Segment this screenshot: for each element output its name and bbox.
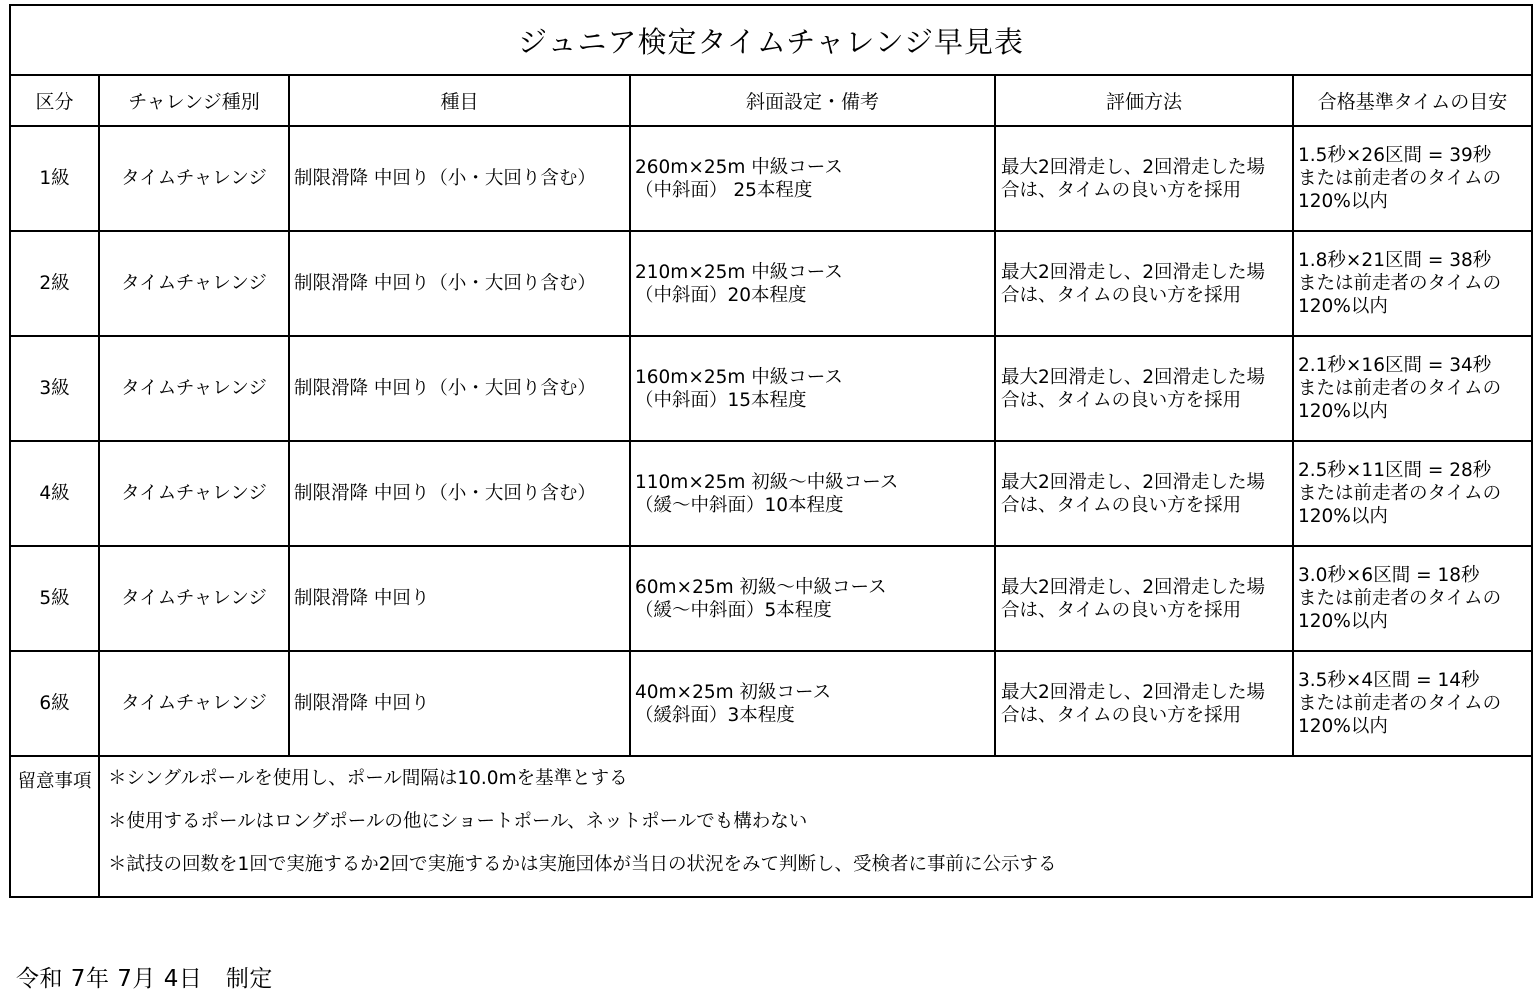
slope-line: 60m×25m 初級～中級コース	[635, 576, 887, 598]
pass-time-line: 120%以内	[1298, 716, 1388, 737]
slope-line: 160m×25m 中級コース	[635, 366, 843, 388]
table-row	[10, 651, 1532, 756]
pass-time-line: または前走者のタイムの	[1298, 483, 1502, 504]
evaluation-cell	[995, 231, 1293, 336]
event-cell: 制限滑降 中回り（小・大回り含む）	[289, 126, 630, 231]
header-slope: 斜面設定・備考	[630, 75, 995, 126]
challenge-type-cell: タイムチャレンジ	[99, 651, 289, 756]
challenge-type-cell: タイムチャレンジ	[99, 231, 289, 336]
pass-time-line: 1.8秒×21区間 = 38秒	[1298, 250, 1492, 271]
header-event: 種目	[289, 75, 630, 126]
slope-cell	[630, 441, 995, 546]
slope-line: 210m×25m 中級コース	[635, 261, 843, 283]
grade-cell: 4級	[10, 441, 99, 546]
grade-cell: 6級	[10, 651, 99, 756]
table-body	[10, 126, 1532, 756]
pass-time-line: 1.5秒×26区間 = 39秒	[1298, 145, 1492, 166]
slope-cell	[630, 231, 995, 336]
table-row	[10, 126, 1532, 231]
evaluation-line: 最大2回滑走し、2回滑走した場	[1001, 156, 1266, 178]
evaluation-line: 最大2回滑走し、2回滑走した場	[1001, 471, 1266, 493]
note-item: ＊シングルポールを使用し、ポール間隔は10.0mを基準とする	[108, 768, 628, 789]
slope-line: （中斜面）15本程度	[635, 389, 807, 411]
event-cell: 制限滑降 中回り（小・大回り含む）	[289, 231, 630, 336]
table-row	[10, 231, 1532, 336]
event-cell: 制限滑降 中回り（小・大回り含む）	[289, 336, 630, 441]
notes-label: 留意事項	[10, 756, 99, 897]
slope-line: （中斜面）20本程度	[635, 284, 807, 306]
pass-time-cell	[1293, 441, 1532, 546]
time-challenge-table	[9, 4, 1533, 898]
note-item: ＊試技の回数を1回で実施するか2回で実施するかは実施団体が当日の状況をみて判断し、受検者に事前に公示する	[108, 854, 1057, 875]
table-row	[10, 441, 1532, 546]
enactment-date: 令和 7年 7月 4日 制定	[16, 966, 273, 992]
note-item: ＊使用するポールはロングポールの他にショートポール、ネットポールでも構わない	[108, 811, 808, 832]
evaluation-line: 最大2回滑走し、2回滑走した場	[1001, 261, 1266, 283]
event-cell: 制限滑降 中回り（小・大回り含む）	[289, 441, 630, 546]
pass-time-line: 120%以内	[1298, 506, 1388, 527]
slope-line: 40m×25m 初級コース	[635, 681, 832, 703]
pass-time-line: または前走者のタイムの	[1298, 693, 1502, 714]
evaluation-cell	[995, 441, 1293, 546]
table-row	[10, 546, 1532, 651]
pass-time-cell	[1293, 651, 1532, 756]
challenge-type-cell: タイムチャレンジ	[99, 336, 289, 441]
header-challenge-type: チャレンジ種別	[99, 75, 289, 126]
slope-line: （中斜面） 25本程度	[635, 179, 813, 201]
table-row	[10, 336, 1532, 441]
evaluation-cell	[995, 336, 1293, 441]
pass-time-line: または前走者のタイムの	[1298, 273, 1502, 294]
evaluation-cell	[995, 546, 1293, 651]
evaluation-line: 最大2回滑走し、2回滑走した場	[1001, 681, 1266, 703]
evaluation-cell	[995, 651, 1293, 756]
pass-time-line: 2.5秒×11区間 = 28秒	[1298, 460, 1492, 481]
header-grade: 区分	[10, 75, 99, 126]
pass-time-line: 120%以内	[1298, 611, 1388, 632]
grade-cell: 3級	[10, 336, 99, 441]
pass-time-line: 2.1秒×16区間 = 34秒	[1298, 355, 1492, 376]
event-cell: 制限滑降 中回り	[289, 651, 630, 756]
slope-line: 110m×25m 初級～中級コース	[635, 471, 899, 493]
evaluation-line: 合は、タイムの良い方を採用	[1001, 284, 1242, 306]
pass-time-cell	[1293, 126, 1532, 231]
evaluation-line: 合は、タイムの良い方を採用	[1001, 179, 1242, 201]
evaluation-line: 合は、タイムの良い方を採用	[1001, 704, 1242, 726]
pass-time-line: または前走者のタイムの	[1298, 378, 1502, 399]
slope-cell	[630, 651, 995, 756]
pass-time-cell	[1293, 336, 1532, 441]
header-row	[10, 75, 1532, 126]
pass-time-line: または前走者のタイムの	[1298, 588, 1502, 609]
slope-cell	[630, 546, 995, 651]
pass-time-line: または前走者のタイムの	[1298, 168, 1502, 189]
grade-cell: 5級	[10, 546, 99, 651]
pass-time-line: 120%以内	[1298, 401, 1388, 422]
notes-row	[10, 756, 1532, 897]
evaluation-cell	[995, 126, 1293, 231]
grade-cell: 2級	[10, 231, 99, 336]
pass-time-line: 120%以内	[1298, 191, 1388, 212]
slope-line: （緩斜面）3本程度	[635, 704, 795, 726]
header-pass-time: 合格基準タイムの目安	[1293, 75, 1532, 126]
pass-time-line: 120%以内	[1298, 296, 1388, 317]
challenge-type-cell: タイムチャレンジ	[99, 441, 289, 546]
pass-time-cell	[1293, 546, 1532, 651]
grade-cell: 1級	[10, 126, 99, 231]
pass-time-cell	[1293, 231, 1532, 336]
header-evaluation: 評価方法	[995, 75, 1293, 126]
evaluation-line: 最大2回滑走し、2回滑走した場	[1001, 576, 1266, 598]
slope-cell	[630, 126, 995, 231]
evaluation-line: 合は、タイムの良い方を採用	[1001, 494, 1242, 516]
challenge-type-cell: タイムチャレンジ	[99, 546, 289, 651]
table-title: ジュニア検定タイムチャレンジ早見表	[10, 5, 1532, 75]
evaluation-line: 最大2回滑走し、2回滑走した場	[1001, 366, 1266, 388]
slope-cell	[630, 336, 995, 441]
pass-time-line: 3.0秒×6区間 = 18秒	[1298, 565, 1480, 586]
notes-body	[99, 756, 1532, 897]
evaluation-line: 合は、タイムの良い方を採用	[1001, 389, 1242, 411]
event-cell: 制限滑降 中回り	[289, 546, 630, 651]
slope-line: 260m×25m 中級コース	[635, 156, 843, 178]
evaluation-line: 合は、タイムの良い方を採用	[1001, 599, 1242, 621]
slope-line: （緩～中斜面）5本程度	[635, 599, 832, 621]
pass-time-line: 3.5秒×4区間 = 14秒	[1298, 670, 1480, 691]
slope-line: （緩～中斜面）10本程度	[635, 494, 844, 516]
challenge-type-cell: タイムチャレンジ	[99, 126, 289, 231]
